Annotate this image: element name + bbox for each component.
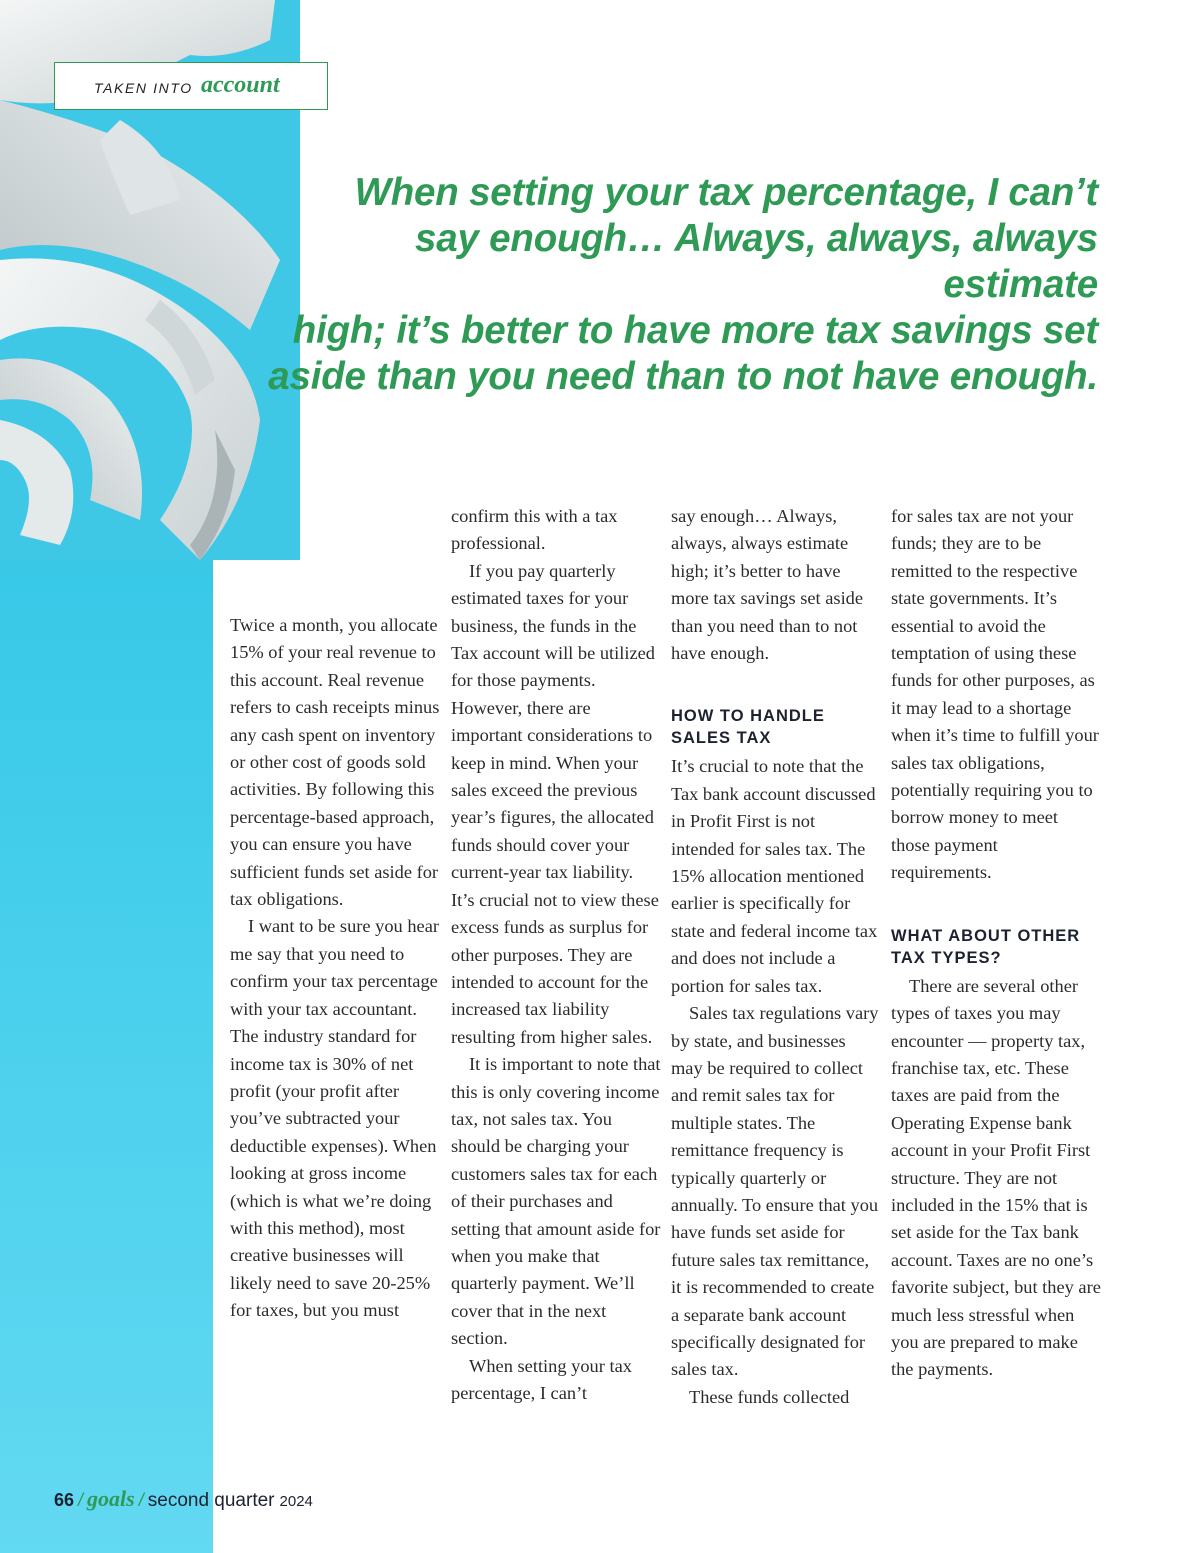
section-heading: HOW TO HANDLE SALES TAX [671,707,825,748]
body-paragraph: It is important to note that this is only covering income tax, not sales tax. You should be charging your customers sales tax for each of their purchases and setting that amount aside for when you make that quarterly payment. We’ll cover that in the next section. [451,1054,661,1349]
body-paragraph: It’s crucial to note that the Tax bank account discussed in Profit First is not intended for sales tax. The 15% allocation mentioned earlier is specifically for state and federal income tax and does not include a portion for sales tax. [671,756,878,996]
footer-separator: / [138,1490,144,1510]
body-paragraph: Twice a month, you allocate 15% of your real revenue to this account. Real revenue refers to cash receipts minus any cash spent on inventory or other cost of goods sold activities. By following this percentage-based approach, you can ensure you have sufficient funds set aside for tax obligations. [230,615,440,910]
pull-quote-line: aside than you need than to not have enough. [268,355,1098,398]
body-paragraph: for sales tax are not your funds; they are to be remitted to the respective state governments. It’s essential to avoid the temptation of using these funds for other purposes, as it may lead to a shortage when it’s time to fulfill your sales tax obligations, potentially requiring you to borrow money to meet those payment requirements. [891,506,1099,883]
article-column-2 [451,503,661,1407]
pull-quote-line: high; it’s better to have more tax savings set [292,309,1098,352]
issue-label: second quarter [147,1490,275,1511]
body-paragraph: confirm this with a tax professional. [451,506,618,554]
section-heading: WHAT ABOUT OTHER TAX TYPES? [891,926,1081,967]
section-tag [54,62,328,110]
body-paragraph: If you pay quarterly estimated taxes for your business, the funds in the Tax account will be utilized for those payments. However, there are important considerations to keep in mind. When your sales exceed the previous year’s figures, the allocated funds should cover your current-year tax liability. It’s crucial not to view these excess funds as surplus for other purposes. They are intended to account for the increased tax liability resulting from higher sales. [451,560,659,1047]
page-number: 66 [54,1490,75,1510]
issue-year: 2024 [279,1493,313,1510]
section-tag-label: TAKEN INTO [94,80,193,96]
body-paragraph: say enough… Always, always, always estimate high; it’s better to have more tax savings set aside than you need than to not have enough. [671,506,864,664]
body-paragraph: These funds collected [689,1386,850,1407]
article-column-1 [230,612,440,1325]
body-paragraph: Sales tax regulations vary by state, and businesses may be required to collect and remit sales tax for multiple states. The remittance frequency is typically quarterly or annually. To ensure that you have funds set aside for future sales tax remittance, it is recommended to create a separate bank account specifically designated for sales tax. [671,1003,879,1380]
pull-quote-line: say enough… Always, always, always estimate [415,217,1098,306]
pull-quote-line: When setting your tax percentage, I can’t [354,171,1098,214]
section-tag-script-word: account [201,72,280,98]
footer-separator: / [78,1490,84,1510]
article-column-3 [671,503,881,1411]
body-paragraph: There are several other types of taxes you may encounter — property tax, franchise tax, etc. These taxes are paid from the Operating Expense bank account in your Profit First structure. They are not included in the 15% that is set aside for the Tax bank account. Taxes are no one’s favorite subject, but they are much less stressful when you are prepared to make the payments. [891,975,1101,1380]
article-column-4 [891,503,1101,1384]
pull-quote [250,170,1098,400]
page-footer [54,1486,313,1512]
magazine-brand: goals [87,1486,135,1511]
body-paragraph: I want to be sure you hear me say that you need to confirm your tax percentage with your tax accountant. The industry standard for income tax is 30% of net profit (your profit after you’ve subtracted your deductible expenses). When looking at gross income (which is what we’re doing with this method), most creative businesses will likely need to save 20-25% for taxes, but you must [230,916,439,1321]
body-paragraph: When setting your tax percentage, I can’t [451,1355,632,1403]
